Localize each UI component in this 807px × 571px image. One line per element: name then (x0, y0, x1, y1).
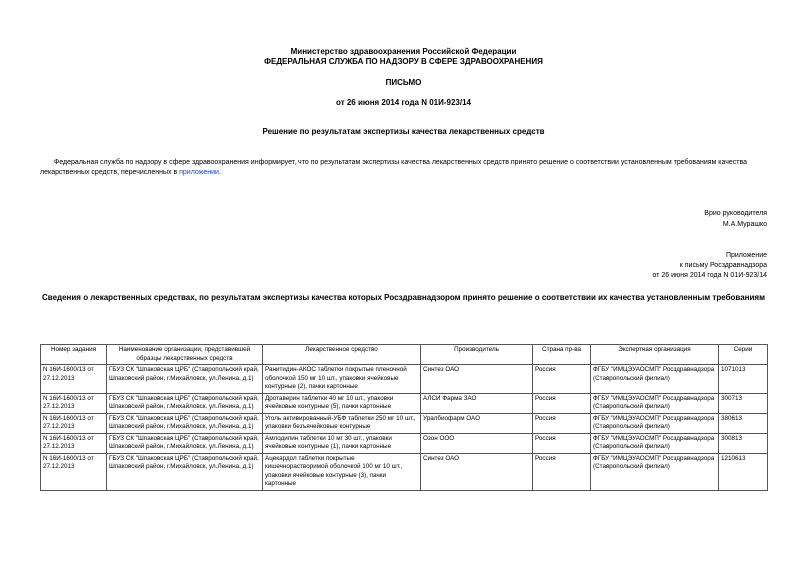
signer-name: М.А.Мурашко (722, 221, 767, 228)
cell-task-number: N 16И-1600/13 от 27.12.2013 (41, 413, 107, 433)
table-row (41, 433, 768, 453)
cell-manufacturer: Синтез ОАО (421, 365, 533, 394)
cell-drug: Амлодипин таблетки 10 мг 30 шт., упаковки ячейковые контурные (1), пачки картонные (263, 433, 421, 453)
cell-task-number: N 16И-1600/13 от 27.12.2013 (41, 393, 107, 413)
cell-expert-org: ФГБУ "ИМЦЭУАОСМП" Росздравнадзора (Ставропольский филиал) (591, 453, 719, 490)
cell-country: Россия (533, 413, 591, 433)
table-header-row (41, 345, 768, 365)
document-type: ПИСЬМО (385, 78, 422, 87)
appendix-label: Приложение (725, 252, 767, 259)
header-organization: Наименование организации, представившей образцы лекарственных средств (107, 345, 263, 365)
table-row (41, 393, 768, 413)
ministry-name: Министерство здравоохранения Российской Федерации (290, 47, 517, 56)
cell-organization: ГБУЗ СК "Шпаковская ЦРБ" (Ставропольский край, Шпаковский район, г.Михайловск, ул.Ленина, д.1) (107, 365, 263, 394)
cell-organization: ГБУЗ СК "Шпаковская ЦРБ" (Ставропольский край, Шпаковский район, г.Михайловск, ул.Ленина, д.1) (107, 433, 263, 453)
cell-manufacturer: Озон ООО (421, 433, 533, 453)
cell-expert-org: ФГБУ "ИМЦЭУАОСМП" Росздравнадзора (Ставропольский филиал) (591, 433, 719, 453)
header-manufacturer: Производитель (421, 345, 533, 365)
table-title: Сведения о лекарственных средствах, по результатам экспертизы качества которых Росздравнадзором принято решение о соответствии их качества установленным требованиям (41, 293, 765, 302)
cell-country: Россия (533, 393, 591, 413)
body-end: . (218, 169, 221, 176)
cell-drug: Уголь активированный-УБФ таблетки 250 мг 10 шт., упаковки безъячейковые контурные (263, 413, 421, 433)
signer-position: Врио руководителя (704, 210, 767, 217)
document-date-number: от 26 июня 2014 года N 01И-923/14 (336, 98, 471, 107)
header-drug: Лекарственное средство (263, 345, 421, 365)
document-subject: Решение по результатам экспертизы качества лекарственных средств (262, 127, 545, 136)
cell-manufacturer: АЛСИ Фарма ЗАО (421, 393, 533, 413)
cell-manufacturer: Уралбиофарм ОАО (421, 413, 533, 433)
cell-country: Россия (533, 433, 591, 453)
header-task-number: Номер задания (41, 345, 107, 365)
body-text: Федеральная служба по надзору в сфере здравоохранения информирует, что по результатам экспертизы качества лекарственных средств принято решение о соответствии установленным требованиям качества лекарственных средств, перечисленных в (40, 159, 748, 176)
cell-drug: Ацекардол таблетки покрытые кишечнорастворимой оболочкой 100 мг 10 шт., упаковки ячейковые контурные (3), пачки картонные (263, 453, 421, 490)
table-row (41, 413, 768, 433)
drugs-table (40, 344, 768, 491)
table-row (41, 453, 768, 490)
appendix-link[interactable]: приложении (179, 169, 219, 176)
appendix-to: к письму Росздравнадзора (679, 262, 767, 269)
appendix-ref: от 26 июня 2014 года N 01И-923/14 (652, 272, 767, 279)
cell-series: 300813 (719, 433, 768, 453)
cell-expert-org: ФГБУ "ИМЦЭУАОСМП" Росздравнадзора (Ставропольский филиал) (591, 365, 719, 394)
cell-organization: ГБУЗ СК "Шпаковская ЦРБ" (Ставропольский край, Шпаковский район, г.Михайловск, ул.Ленина, д.1) (107, 393, 263, 413)
cell-task-number: N 16И-1600/13 от 27.12.2013 (41, 453, 107, 490)
cell-organization: ГБУЗ СК "Шпаковская ЦРБ" (Ставропольский край, Шпаковский район, г.Михайловск, ул.Ленина, д.1) (107, 413, 263, 433)
cell-task-number: N 16И-1600/13 от 27.12.2013 (41, 433, 107, 453)
cell-expert-org: ФГБУ "ИМЦЭУАОСМП" Росздравнадзора (Ставропольский филиал) (591, 413, 719, 433)
header-expert-org: Экспертная организация (591, 345, 719, 365)
body-paragraph (40, 158, 767, 178)
cell-expert-org: ФГБУ "ИМЦЭУАОСМП" Росздравнадзора (Ставропольский филиал) (591, 393, 719, 413)
service-name: ФЕДЕРАЛЬНАЯ СЛУЖБА ПО НАДЗОРУ В СФЕРЕ ЗДРАВООХРАНЕНИЯ (264, 57, 543, 66)
cell-drug: Ранитидин-АКОС таблетки покрытые пленочной оболочкой 150 мг 10 шт., упаковки ячейковые контурные (2), пачки картонные (263, 365, 421, 394)
cell-country: Россия (533, 365, 591, 394)
header-series: Серии (719, 345, 768, 365)
cell-organization: ГБУЗ СК "Шпаковская ЦРБ" (Ставропольский край, Шпаковский район, г.Михайловск, ул.Ленина, д.1) (107, 453, 263, 490)
cell-series: 300713 (719, 393, 768, 413)
header-country: Страна пр-ва (533, 345, 591, 365)
cell-series: 1210613 (719, 453, 768, 490)
cell-series: 1071013 (719, 365, 768, 394)
cell-series: 380613 (719, 413, 768, 433)
cell-drug: Дротаверин таблетки 40 мг 10 шт., упаковки ячейковые контурные (5), пачки картонные (263, 393, 421, 413)
cell-manufacturer: Синтез ОАО (421, 453, 533, 490)
cell-country: Россия (533, 453, 591, 490)
cell-task-number: N 16И-1600/13 от 27.12.2013 (41, 365, 107, 394)
table-row (41, 365, 768, 394)
